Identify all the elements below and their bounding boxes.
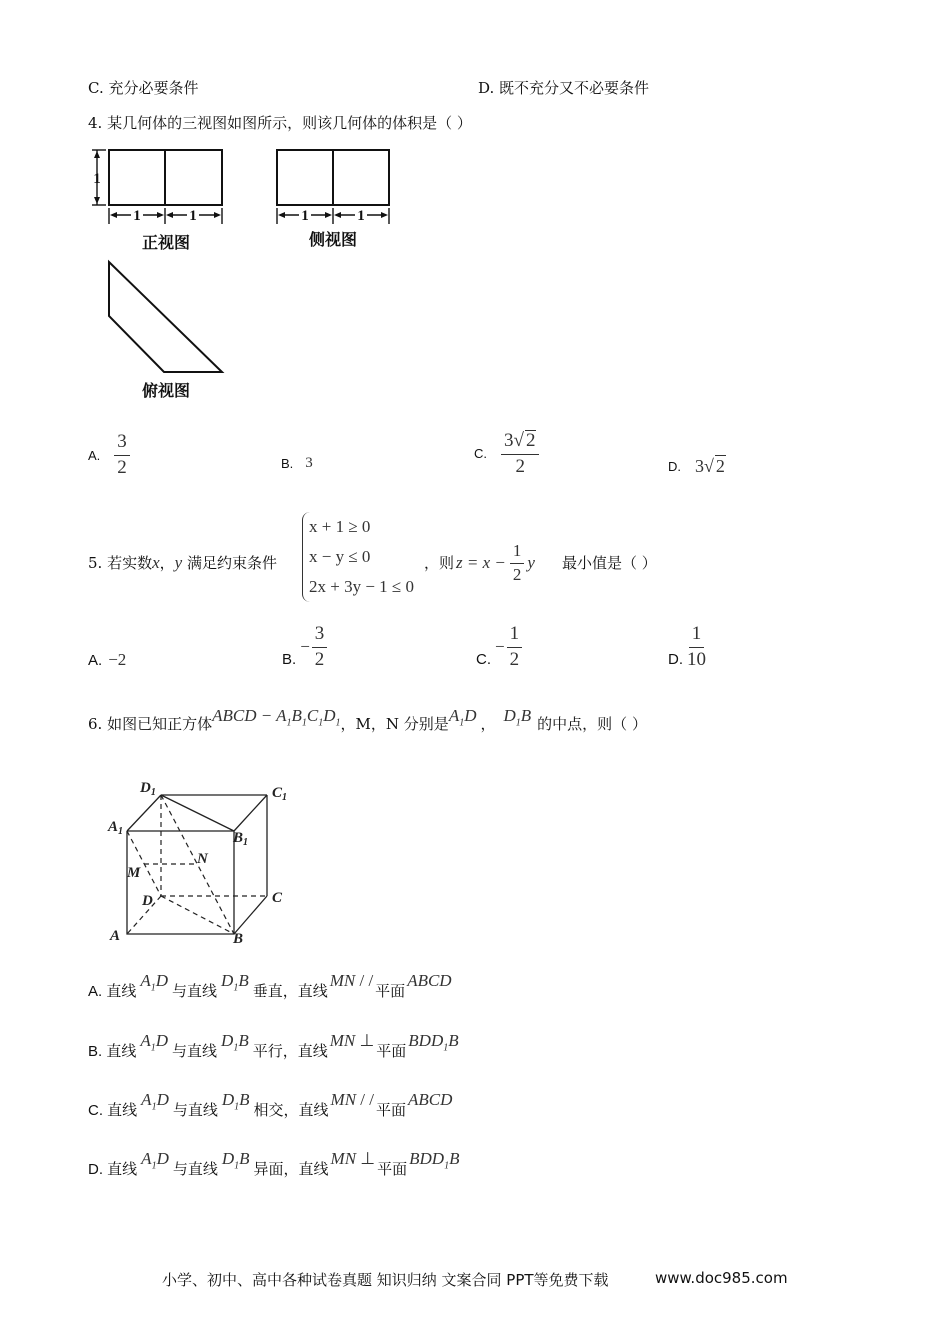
front-width-label-left: 1 — [133, 208, 141, 224]
q6-stem: 6. 如图已知正方体 ABCD − $A_1B_1C_1D_1$ ，M，N 分别是 $A_1D$ ， $D_1B$ 的中点，则（ ） — [88, 706, 647, 733]
svg-text:C1: $C_1$ — [272, 785, 288, 803]
q6-option-d: D. 直线 $A_1D$ 与直线 $D_1B$ 异面，直线 MN ⊥ 平面 $BDD_1B$ — [88, 1149, 460, 1178]
q4-option-c: C. $\frac{3√ 2}{2}$ — [474, 430, 539, 478]
q5-then: ，则 — [424, 554, 455, 572]
svg-text:B1: $B_1$ — [233, 830, 249, 848]
front-width-label-right: 1 — [189, 208, 197, 224]
q4-stem: 4. 某几何体的三视图如图所示，则该几何体的体积是（ ） — [88, 114, 472, 132]
constraint-1: x + 1 ≥ 0 — [309, 517, 371, 536]
constraint-2: x − y ≤ 0 — [309, 547, 371, 566]
top-view-caption: 俯视图 — [141, 383, 191, 400]
q6-option-a: A. 直线 $A_1D$ 与直线 $D_1B$ 垂直，直线 MN / / 平面 ABCD — [88, 971, 452, 1000]
svg-text:C: C — [272, 890, 283, 906]
q5-constraint-system — [302, 512, 414, 602]
front-view-caption: 正视图 — [141, 235, 191, 252]
svg-text:D1: $D_1$ — [140, 780, 156, 798]
svg-text:N: N — [197, 851, 208, 867]
q5-objective: z = x − $\frac{1}{2}$ y — [456, 541, 535, 584]
q6-option-b: B. 直线 $A_1D$ 与直线 $D_1B$ 平行，直线 MN ⊥ 平面 $BDD_1B$ — [88, 1031, 459, 1060]
q4-option-a: A. $\frac{3}{2}$ — [88, 432, 130, 479]
q3-option-d: D. 既不充分又不必要条件 — [478, 79, 650, 97]
q5-stem-prefix: 5. 若实数x，y 满足约束条件 — [88, 553, 277, 572]
q5-option-d: D. $\frac{1}{10}$ — [668, 623, 706, 670]
q6-cube-figure — [100, 775, 300, 950]
side-width-label-right: 1 — [357, 208, 365, 224]
q4-option-d: D. 3√ 2 — [668, 456, 725, 476]
svg-text:A1: $A_1$ — [108, 819, 124, 837]
footer-url: www.doc985.com — [655, 1269, 788, 1287]
footer-text: 小学、初中、高中各种试卷真题 知识归纳 文案合同 PPT等免费下载 — [162, 1271, 609, 1289]
side-view-caption: 侧视图 — [308, 232, 358, 249]
side-width-label-left: 1 — [301, 208, 309, 224]
q5-option-b: B. − $\frac{3}{2}$ — [282, 624, 327, 671]
svg-text:A: A — [110, 928, 121, 944]
top-view-outline — [109, 262, 222, 372]
q6-option-c: C. 直线 $A_1D$ 与直线 $D_1B$ 相交，直线 MN / / 平面 ABCD — [88, 1090, 453, 1119]
constraint-3: 2x + 3y − 1 ≤ 0 — [309, 577, 415, 596]
svg-text:D: D — [142, 893, 153, 909]
q5-option-a: A. −2 — [88, 650, 127, 669]
svg-text:M: M — [127, 865, 141, 881]
q4-three-view-figure — [0, 0, 420, 410]
q5-stem-suffix: 最小值是（ ） — [562, 554, 657, 572]
q3-option-c: C. 充分必要条件 — [88, 79, 199, 97]
front-height-label: 1 — [93, 171, 101, 187]
q4-option-b: B. 3 — [281, 455, 313, 471]
svg-text:B: B — [233, 931, 244, 947]
q5-option-c: C. − $\frac{1}{2}$ — [476, 624, 522, 671]
